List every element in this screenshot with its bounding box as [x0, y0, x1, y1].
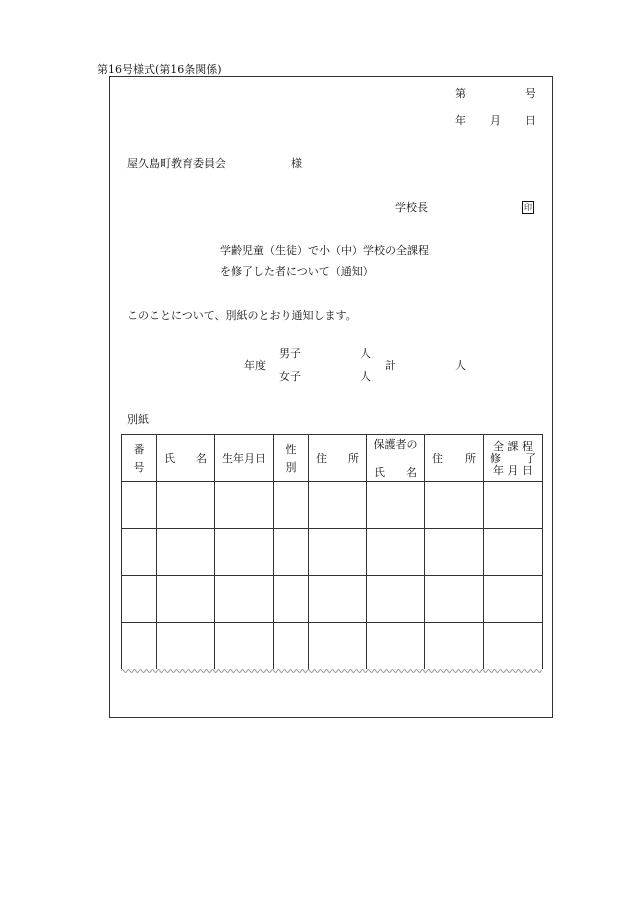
cell-number[interactable] [122, 576, 157, 623]
cell-birthdate[interactable] [215, 482, 274, 529]
header-completion-r3: 年 月 日 [493, 463, 533, 477]
summary-female-unit: 人 [360, 370, 371, 383]
table-row [122, 529, 543, 576]
cell-completion-date[interactable] [484, 623, 543, 670]
ref-dai: 第 [455, 87, 466, 100]
table-header-row [122, 435, 543, 482]
table-row [122, 482, 543, 529]
summary-female-label: 女子 [279, 370, 301, 383]
addressee-name: 屋久島町教育委員会 [127, 157, 226, 170]
header-number-top: 番 [133, 443, 145, 456]
cell-guardian-address[interactable] [425, 576, 484, 623]
cell-guardian-name[interactable] [367, 623, 425, 670]
header-completion-r2a: 修 [490, 451, 501, 465]
header-birthdate [215, 435, 274, 482]
cell-completion-date[interactable] [484, 576, 543, 623]
header-address-a: 住 [316, 452, 327, 465]
cell-birthdate[interactable] [215, 576, 274, 623]
cell-guardian-address[interactable] [425, 482, 484, 529]
form-id: 第16号様式(第16条関係) [97, 63, 222, 76]
date-month: 月 [490, 114, 501, 127]
header-completion-r2b: 了 [525, 451, 536, 465]
ref-go: 号 [525, 87, 536, 100]
header-number [122, 435, 157, 482]
table-break-wavy-line [121, 666, 542, 676]
cell-guardian-name[interactable] [367, 482, 425, 529]
cell-completion-date[interactable] [484, 529, 543, 576]
cell-name[interactable] [157, 623, 215, 670]
cell-sex[interactable] [274, 529, 309, 576]
cell-address[interactable] [309, 482, 367, 529]
seal-text: 印 [524, 203, 532, 212]
cell-birthdate[interactable] [215, 623, 274, 670]
header-name [157, 435, 215, 482]
header-sex [274, 435, 309, 482]
cell-sex[interactable] [274, 482, 309, 529]
header-birthdate-text: 生年月日 [222, 452, 266, 465]
body-text: このことについて、別紙のとおり通知します。 [127, 309, 357, 322]
subject-line-2: を修了した者について（通知） [220, 265, 374, 278]
table-row [122, 623, 543, 670]
summary-male-label: 男子 [279, 347, 301, 360]
header-sex-top: 性 [285, 443, 297, 456]
header-name-b: 名 [196, 452, 207, 465]
header-name-a: 氏 [164, 452, 175, 465]
cell-address[interactable] [309, 623, 367, 670]
cell-sex[interactable] [274, 623, 309, 670]
date-day: 日 [525, 114, 536, 127]
header-guardian-line1: 保護者の [373, 438, 418, 451]
header-completion-date [484, 435, 543, 482]
cell-guardian-name[interactable] [367, 576, 425, 623]
cell-sex[interactable] [274, 576, 309, 623]
table-row [122, 576, 543, 623]
cell-guardian-address[interactable] [425, 623, 484, 670]
cell-name[interactable] [157, 529, 215, 576]
header-address-b: 所 [348, 452, 359, 465]
header-number-bottom: 号 [133, 461, 145, 474]
cell-birthdate[interactable] [215, 529, 274, 576]
subject-line-1: 学齢児童（生徒）で小（中）学校の全課程 [220, 244, 429, 257]
addressee-honorific: 様 [291, 157, 302, 170]
summary-male-unit: 人 [360, 347, 371, 360]
cell-name[interactable] [157, 576, 215, 623]
cell-guardian-name[interactable] [367, 529, 425, 576]
cell-guardian-address[interactable] [425, 529, 484, 576]
cell-number[interactable] [122, 623, 157, 670]
cell-address[interactable] [309, 529, 367, 576]
cell-number[interactable] [122, 529, 157, 576]
seal-mark [522, 201, 534, 214]
completion-table [121, 434, 543, 669]
sender-title: 学校長 [395, 201, 428, 214]
cell-number[interactable] [122, 482, 157, 529]
summary-total-label: 計 [385, 359, 396, 372]
header-address [309, 435, 367, 482]
summary-total-unit: 人 [455, 359, 466, 372]
summary-nendo: 年度 [244, 359, 266, 372]
cell-name[interactable] [157, 482, 215, 529]
header-guardian-b: 名 [406, 466, 417, 479]
cell-address[interactable] [309, 576, 367, 623]
attachment-label: 別紙 [127, 413, 149, 426]
header-guardian-address-b: 所 [465, 452, 476, 465]
header-guardian-address [425, 435, 484, 482]
date-year: 年 [455, 114, 466, 127]
cell-completion-date[interactable] [484, 482, 543, 529]
header-guardian-address-a: 住 [432, 452, 443, 465]
header-sex-bottom: 別 [285, 461, 297, 474]
header-guardian-a: 氏 [374, 466, 385, 479]
header-completion-r1: 全 課 程 [493, 439, 533, 453]
header-guardian-name [367, 435, 425, 482]
